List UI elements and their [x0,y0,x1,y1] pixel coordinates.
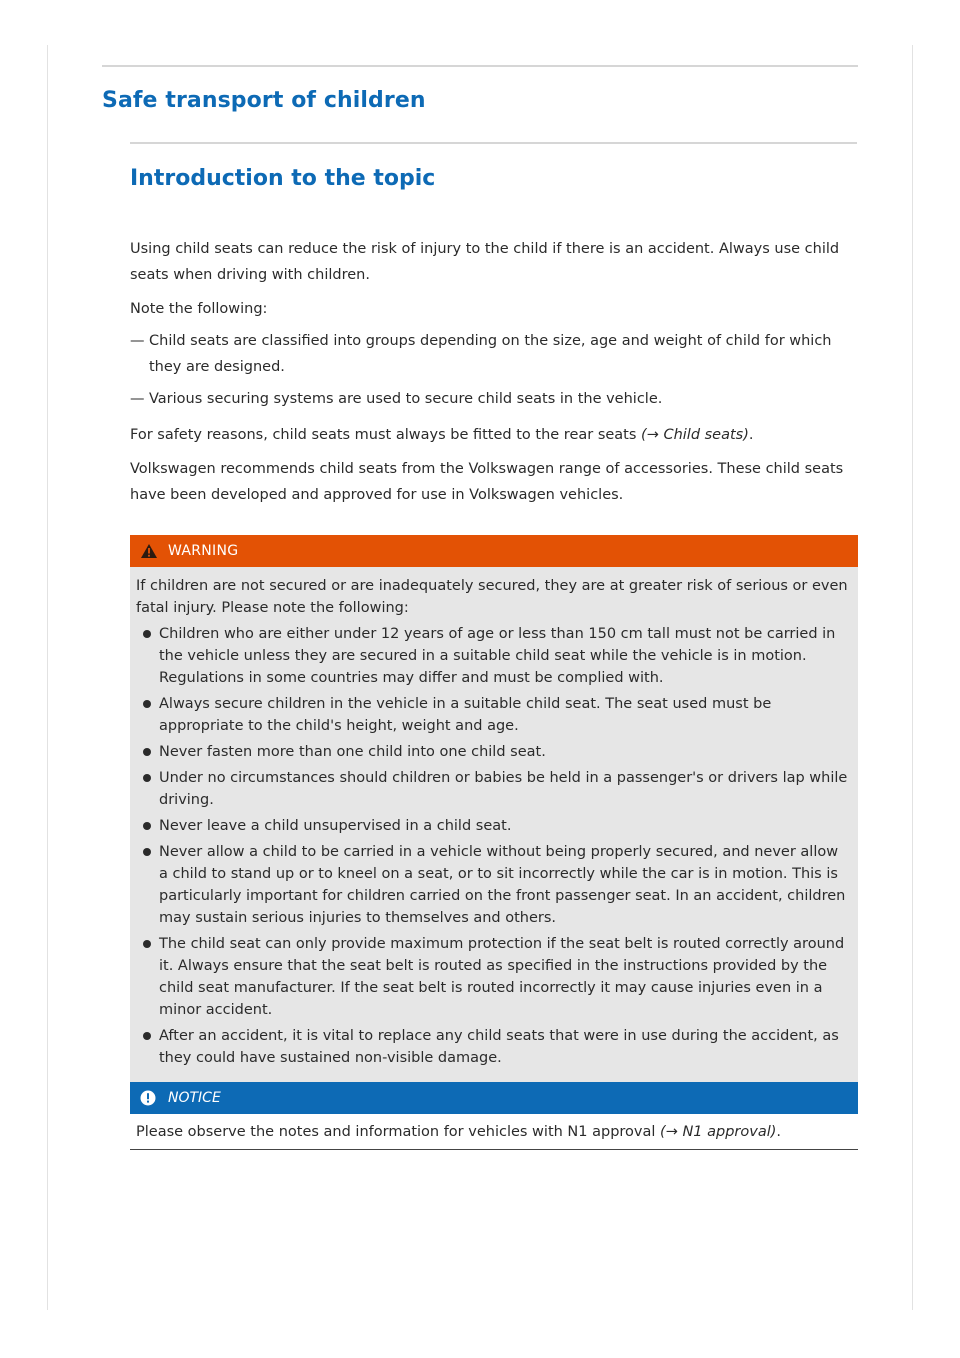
left-margin-line [47,45,48,1310]
exclamation-circle-icon [140,1090,156,1106]
bullet-icon [143,1032,151,1040]
cross-reference-link[interactable]: (→ Child seats) [641,427,749,443]
notice-label: NOTICE [168,1090,221,1106]
list-item-text: Various securing systems are used to secure child seats in the vehicle. [149,391,663,407]
list-item [136,741,850,763]
topic-divider [130,142,857,144]
bullet-icon [143,822,151,830]
list-item [136,815,850,837]
list-item-text: Under no circumstances should children or babies be held in a passenger's or drivers lap while driving. [159,770,848,808]
bullet-icon [143,630,151,638]
list-item-text: Child seats are classified into groups depending on the size, age and weight of child for which they are designed. [149,333,832,375]
list-item-text: Always secure children in the vehicle in a suitable child seat. The seat used must be appropriate to the child's height, weight and age. [159,696,772,734]
list-item [136,1025,850,1069]
warning-triangle-icon [140,543,158,559]
intro-paragraph-1: Using child seats can reduce the risk of injury to the child if there is an accident. Always use child seats when driving with children. [130,241,840,283]
warning-box [130,535,858,1084]
notice-end: . [776,1124,782,1140]
notice-box [130,1082,858,1150]
cross-reference-link[interactable]: (→ N1 approval) [660,1124,777,1140]
dash-list [130,328,857,412]
bullet-icon [143,774,151,782]
notice-body [130,1114,858,1149]
warning-lead: If children are not secured or are inadequately secured, they are at greater risk of serious or even fatal injury. Please note the following: [136,578,848,616]
list-item [136,693,850,737]
notice-text: Please observe the notes and information for vehicles with N1 approval [136,1124,661,1140]
section-title: Safe transport of children [102,88,426,113]
list-item-text: Children who are either under 12 years of age or less than 150 cm tall must not be carried in the vehicle unless they are secured in a suitable child seat while the vehicle is in motion. Regulations in some countries may differ and must be complied with. [159,626,836,686]
list-item [136,933,850,1021]
paragraph-text: For safety reasons, child seats must always be fitted to the rear seats [130,427,642,443]
top-divider [102,65,858,67]
bullet-icon [143,848,151,856]
list-item [130,328,857,380]
list-item-text: The child seat can only provide maximum protection if the seat belt is routed correctly around it. Always ensure that the seat belt is routed as specified in the instructions provided by the child seat manufacturer. If the seat belt is routed incorrectly it may cause injuries even in a minor accident. [159,936,845,1018]
intro-paragraph-3: Volkswagen recommends child seats from the Volkswagen range of accessories. These child seats have been developed and approved for use in Volkswagen vehicles. [130,461,844,503]
list-item [136,623,850,689]
list-item [136,841,850,929]
note-intro: Note the following: [130,301,268,317]
list-item [136,767,850,811]
bullet-icon [143,700,151,708]
warning-body [130,567,858,1083]
intro-paragraph-2 [130,422,857,448]
topic-title: Introduction to the topic [130,166,436,191]
list-item-text: Never leave a child unsupervised in a child seat. [159,818,512,834]
warning-list [136,623,850,1069]
list-item-text: Never fasten more than one child into one child seat. [159,744,546,760]
warning-header [130,535,858,567]
list-item-text: After an accident, it is vital to replace any child seats that were in use during the accident, as they could have sustained non-visible damage. [159,1028,839,1066]
dash-glyph: — [130,333,145,349]
notice-header [130,1082,858,1114]
right-margin-line [912,45,913,1310]
warning-label: WARNING [168,543,239,559]
dash-glyph: — [130,391,145,407]
bullet-icon [143,940,151,948]
paragraph-end: . [748,427,754,443]
list-item [130,386,857,412]
list-item-text: Never allow a child to be carried in a vehicle without being properly secured, and never allow a child to stand up or to kneel on a seat, or to sit incorrectly while the car is in motion. This is particularly important for children carried on the front passenger seat. In an accident, children may sustain serious injuries to themselves and others. [159,844,846,926]
intro-content [130,236,857,516]
bullet-icon [143,748,151,756]
